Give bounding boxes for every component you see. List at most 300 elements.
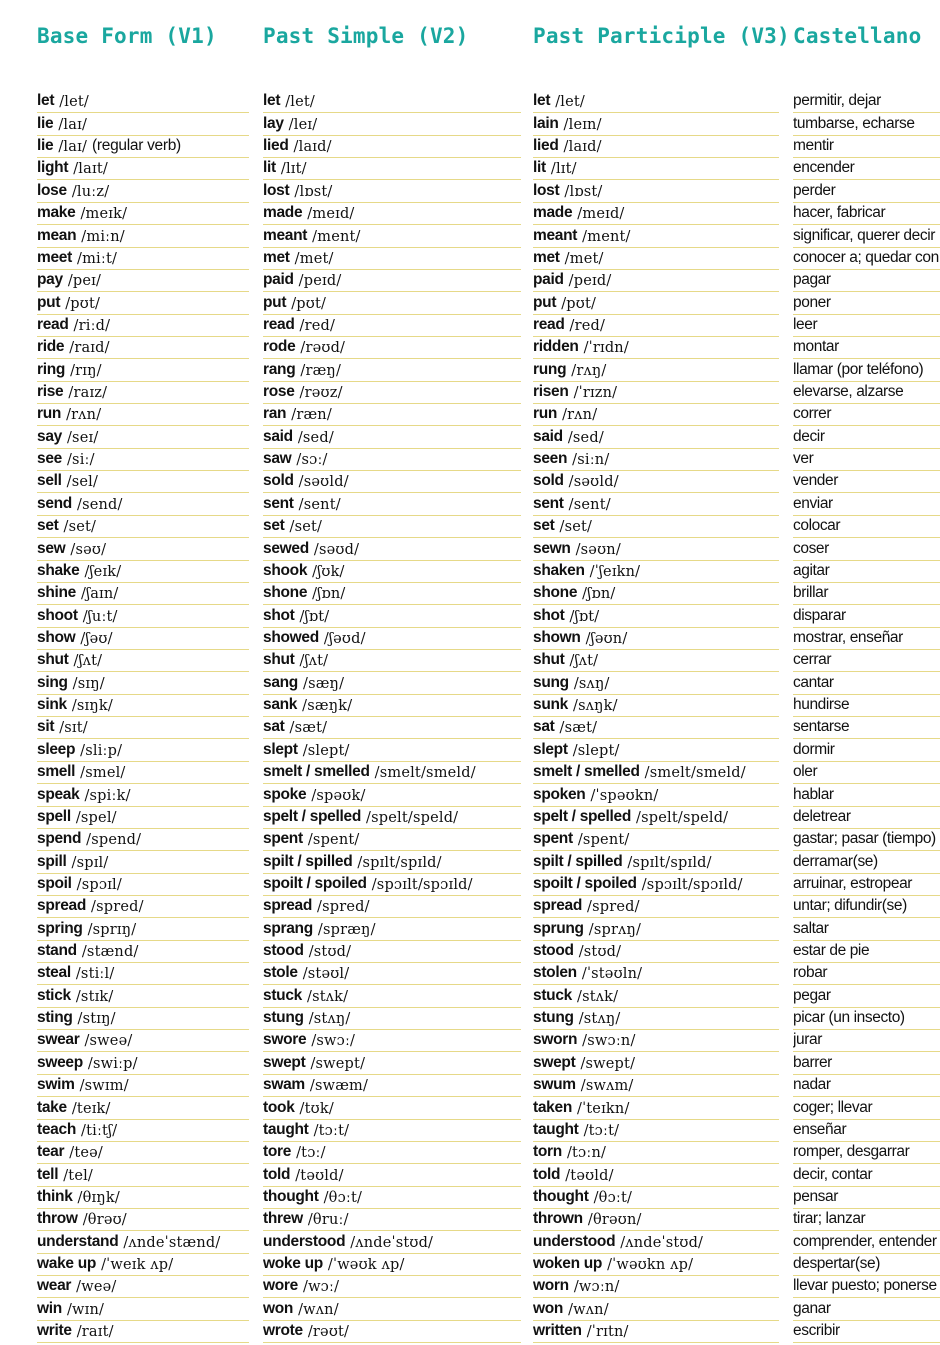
translation-cell — [793, 270, 940, 292]
verb-cell-v2 — [263, 426, 521, 448]
verb-form: lie — [37, 114, 54, 132]
verb-cell-v2 — [263, 315, 521, 337]
phonetic-transcription: /swæm/ — [309, 1078, 369, 1095]
verb-cell-v3 — [533, 1052, 779, 1074]
spanish-translation: dormir — [793, 740, 835, 758]
verb-cell-v3 — [533, 493, 779, 515]
verb-cell-v1 — [37, 158, 249, 180]
phonetic-transcription: /ment/ — [582, 228, 631, 245]
verb-cell-v2 — [263, 359, 521, 381]
verb-cell-v3 — [533, 1209, 779, 1231]
verb-form: taught — [263, 1120, 309, 1138]
verb-cell-v1 — [37, 1097, 249, 1119]
verb-cell-v2 — [263, 695, 521, 717]
verb-cell-v1 — [37, 1254, 249, 1276]
phonetic-transcription: /leɪn/ — [563, 116, 602, 133]
verb-form: met — [533, 248, 560, 266]
translation-cell — [793, 337, 940, 359]
phonetic-transcription: /sɪŋk/ — [71, 698, 114, 715]
verb-form: read — [37, 315, 69, 333]
verb-cell-v3 — [533, 91, 779, 113]
verb-form: spent — [533, 830, 573, 848]
verb-form: made — [533, 204, 573, 222]
phonetic-transcription: /weə/ — [76, 1279, 117, 1296]
phonetic-transcription: /laɪd/ — [293, 139, 332, 156]
phonetic-transcription: /swept/ — [310, 1055, 366, 1072]
phonetic-transcription: /tɔːn/ — [566, 1145, 607, 1162]
verb-form: put — [533, 293, 557, 311]
verb-form: mean — [37, 226, 77, 244]
verb-cell-v1 — [37, 628, 249, 650]
phonetic-transcription: /tiːtʃ/ — [81, 1122, 118, 1139]
verb-cell-v3 — [533, 672, 779, 694]
verb-cell-v3 — [533, 1142, 779, 1164]
phonetic-transcription: /slept/ — [572, 742, 620, 759]
verb-cell-v1 — [37, 874, 249, 896]
verb-cell-v2 — [263, 784, 521, 806]
verb-cell-v3 — [533, 225, 779, 247]
spanish-translation: vender — [793, 472, 838, 490]
translation-cell — [793, 248, 940, 270]
verb-cell-v2 — [263, 717, 521, 739]
phonetic-transcription: /spiːk/ — [84, 787, 131, 804]
verb-cell-v2 — [263, 248, 521, 270]
verb-cell-v2 — [263, 136, 521, 158]
phonetic-transcription: /miːt/ — [76, 250, 118, 267]
phonetic-transcription: /sɪt/ — [59, 720, 88, 737]
verb-cell-v2 — [263, 650, 521, 672]
phonetic-transcription: /sel/ — [66, 474, 99, 491]
verb-form: sprang — [263, 919, 313, 937]
phonetic-transcription: /pʊt/ — [291, 295, 327, 312]
verb-cell-v2 — [263, 225, 521, 247]
phonetic-transcription: /spəʊk/ — [311, 787, 366, 804]
phonetic-transcription: /siːn/ — [572, 452, 610, 469]
phonetic-transcription: /ʃɒn/ — [582, 586, 616, 603]
verb-form: saw — [263, 450, 292, 468]
verb-cell-v1 — [37, 739, 249, 761]
verb-form: stand — [37, 942, 77, 960]
verb-cell-v1 — [37, 896, 249, 918]
verb-cell-v3 — [533, 918, 779, 940]
phonetic-transcription: /sæŋ/ — [302, 675, 345, 692]
verb-form: won — [533, 1299, 564, 1317]
spanish-translation: encender — [793, 159, 855, 177]
phonetic-transcription: /sʌŋk/ — [572, 698, 618, 715]
translation-cell — [793, 1142, 940, 1164]
verb-form: worn — [533, 1277, 569, 1295]
phonetic-transcription: /rʌn/ — [66, 407, 102, 424]
verb-form: meet — [37, 248, 72, 266]
translation-cell — [793, 784, 940, 806]
verb-cell-v1 — [37, 672, 249, 694]
verb-cell-v1 — [37, 583, 249, 605]
phonetic-transcription: /ʃɒt/ — [299, 608, 330, 625]
verb-cell-v1 — [37, 270, 249, 292]
verb-cell-v1 — [37, 605, 249, 627]
phonetic-transcription: /spelt/speld/ — [636, 809, 729, 826]
verb-cell-v3 — [533, 963, 779, 985]
verb-form: lie — [37, 137, 54, 155]
spanish-translation: arruinar, estropear — [793, 874, 913, 892]
verb-form: smelt / smelled — [263, 763, 370, 781]
verb-cell-v1 — [37, 650, 249, 672]
spanish-translation: sentarse — [793, 718, 850, 736]
verb-form: shaken — [533, 561, 585, 579]
phonetic-transcription: /ˈrɪdn/ — [583, 340, 629, 357]
phonetic-transcription: /ˈrɪtn/ — [586, 1324, 629, 1341]
verb-cell-v1 — [37, 516, 249, 538]
spanish-translation: enviar — [793, 494, 833, 512]
verb-form: let — [37, 92, 55, 110]
verb-cell-v2 — [263, 493, 521, 515]
phonetic-transcription: /raɪd/ — [69, 340, 110, 357]
verb-form: sang — [263, 673, 298, 691]
phonetic-transcription: /swʌm/ — [580, 1078, 634, 1095]
translation-cell — [793, 516, 940, 538]
translation-cell — [793, 628, 940, 650]
verb-cell-v2 — [263, 1008, 521, 1030]
verb-form: sent — [533, 494, 564, 512]
phonetic-transcription: /rʌn/ — [562, 407, 598, 424]
verb-cell-v2 — [263, 1120, 521, 1142]
spanish-translation: decir — [793, 427, 825, 445]
translation-cell — [793, 1231, 940, 1253]
spanish-translation: decir, contar — [793, 1165, 873, 1183]
verb-cell-v2 — [263, 1030, 521, 1052]
verb-form: spell — [37, 807, 71, 825]
verb-form: spelt / spelled — [533, 807, 632, 825]
spanish-translation: jurar — [793, 1031, 823, 1049]
verb-cell-v2 — [263, 874, 521, 896]
verb-cell-v3 — [533, 449, 779, 471]
translation-cell — [793, 985, 940, 1007]
verb-cell-v2 — [263, 382, 521, 404]
verb-form: stung — [263, 1009, 304, 1027]
verb-form: wore — [263, 1277, 298, 1295]
phonetic-transcription: /ʃəʊ/ — [80, 630, 113, 647]
verb-form: spoken — [533, 785, 586, 803]
verb-form: shoot — [37, 606, 78, 624]
verb-cell-v2 — [263, 1231, 521, 1253]
phonetic-transcription: /rɪŋ/ — [70, 362, 102, 379]
verb-form: threw — [263, 1210, 303, 1228]
verb-form: put — [37, 293, 61, 311]
phonetic-transcription: /spɔɪlt/spɔɪld/ — [641, 876, 743, 893]
verb-form: told — [533, 1165, 561, 1183]
translation-cell — [793, 807, 940, 829]
verb-form: spill — [37, 852, 67, 870]
phonetic-transcription: /stɪŋ/ — [77, 1011, 116, 1028]
phonetic-transcription: /sæt/ — [289, 720, 328, 737]
verb-cell-v2 — [263, 1097, 521, 1119]
verb-form: lied — [263, 137, 289, 155]
phonetic-transcription: /stʊd/ — [578, 944, 622, 961]
verb-form: sing — [37, 673, 68, 691]
translation-cell — [793, 896, 940, 918]
verb-cell-v1 — [37, 203, 249, 225]
phonetic-transcription: /θruː/ — [307, 1212, 349, 1229]
phonetic-transcription: /stʌŋ/ — [578, 1011, 621, 1028]
verb-cell-v1 — [37, 1276, 249, 1298]
phonetic-transcription: /spred/ — [587, 899, 640, 916]
phonetic-transcription: /təʊld/ — [295, 1167, 344, 1184]
verb-form: stole — [263, 964, 298, 982]
phonetic-transcription: /rʌŋ/ — [571, 362, 607, 379]
phonetic-transcription: /spelt/speld/ — [366, 809, 459, 826]
verb-form: risen — [533, 383, 569, 401]
verb-cell-v3 — [533, 426, 779, 448]
phonetic-transcription: /ment/ — [312, 228, 361, 245]
verb-cell-v1 — [37, 292, 249, 314]
verb-cell-v2 — [263, 1142, 521, 1164]
phonetic-transcription: /let/ — [285, 94, 316, 111]
verb-form: spent — [263, 830, 303, 848]
verb-cell-v3 — [533, 1120, 779, 1142]
phonetic-transcription: /red/ — [569, 317, 606, 334]
translation-cell — [793, 762, 940, 784]
spanish-translation: despertar(se) — [793, 1255, 880, 1273]
verb-cell-v1 — [37, 248, 249, 270]
verb-form: sung — [533, 673, 569, 691]
phonetic-transcription: /tɔː/ — [296, 1145, 326, 1162]
verb-cell-v2 — [263, 538, 521, 560]
spanish-translation: correr — [793, 405, 832, 423]
verb-form: spoilt / spoiled — [263, 874, 367, 892]
spanish-translation: pensar — [793, 1187, 838, 1205]
verb-form: ran — [263, 405, 287, 423]
translation-cell — [793, 538, 940, 560]
verb-form: stick — [37, 986, 71, 1004]
phonetic-transcription: /səʊld/ — [568, 474, 619, 491]
verb-form: sold — [533, 472, 564, 490]
verb-cell-v2 — [263, 404, 521, 426]
phonetic-transcription: /stəʊl/ — [302, 966, 350, 983]
translation-cell — [793, 1052, 940, 1074]
phonetic-transcription: /sʌŋ/ — [573, 675, 610, 692]
spanish-translation: elevarse, alzarse — [793, 383, 904, 401]
verb-form: teach — [37, 1120, 76, 1138]
phonetic-transcription: /siː/ — [66, 452, 95, 469]
verb-form: understand — [37, 1232, 119, 1250]
phonetic-transcription: /ʃʊk/ — [312, 563, 345, 580]
verb-cell-v2 — [263, 337, 521, 359]
verb-form: swore — [263, 1031, 307, 1049]
phonetic-transcription: /ʃʌt/ — [73, 653, 103, 670]
phonetic-transcription: /leɪ/ — [288, 116, 318, 133]
spanish-translation: cerrar — [793, 651, 832, 669]
translation-cell — [793, 203, 940, 225]
spanish-translation: barrer — [793, 1053, 832, 1071]
verb-form: stood — [533, 942, 574, 960]
spanish-translation: tirar; lanzar — [793, 1210, 866, 1228]
translation-cell — [793, 449, 940, 471]
verb-form: understood — [533, 1232, 616, 1250]
verb-cell-v3 — [533, 516, 779, 538]
phonetic-transcription: /meɪd/ — [577, 206, 625, 223]
phonetic-transcription: /peɪd/ — [298, 273, 342, 290]
phonetic-transcription: /sed/ — [567, 429, 604, 446]
verb-form: lit — [533, 159, 546, 177]
spanish-translation: pegar — [793, 986, 831, 1004]
translation-cell — [793, 1254, 940, 1276]
translation-cell — [793, 1075, 940, 1097]
phonetic-transcription: /sweə/ — [84, 1033, 133, 1050]
spanish-translation: conocer a; quedar con — [793, 248, 939, 266]
verb-cell-v3 — [533, 382, 779, 404]
spanish-translation: cantar — [793, 673, 834, 691]
verb-cell-v3 — [533, 1075, 779, 1097]
phonetic-transcription: /ˈwəʊk ʌp/ — [327, 1257, 405, 1274]
translation-cell — [793, 1209, 940, 1231]
verb-cell-v1 — [37, 1052, 249, 1074]
phonetic-transcription: /spɔɪl/ — [76, 876, 122, 893]
spanish-translation: agitar — [793, 561, 830, 579]
spanish-translation: tumbarse, echarse — [793, 114, 915, 132]
verb-form: stuck — [533, 986, 572, 1004]
verb-cell-v2 — [263, 1209, 521, 1231]
verb-form: steal — [37, 964, 71, 982]
spanish-translation: derramar(se) — [793, 852, 878, 870]
spanish-translation: oler — [793, 763, 818, 781]
verb-form: torn — [533, 1143, 562, 1161]
verb-form: swum — [533, 1076, 576, 1094]
spanish-translation: deletrear — [793, 807, 851, 825]
translation-cell — [793, 1030, 940, 1052]
phonetic-transcription: /pʊt/ — [65, 295, 101, 312]
verb-cell-v1 — [37, 1187, 249, 1209]
verb-cell-v3 — [533, 874, 779, 896]
phonetic-transcription: /stænd/ — [81, 944, 139, 961]
verb-form: shot — [533, 606, 565, 624]
verb-cell-v3 — [533, 896, 779, 918]
phonetic-transcription: /ʌndeˈstænd/ — [123, 1234, 221, 1251]
verb-form: taken — [533, 1098, 572, 1116]
verb-form: sworn — [533, 1031, 578, 1049]
phonetic-transcription: /raɪt/ — [76, 1324, 114, 1341]
translation-cell — [793, 605, 940, 627]
verb-cell-v3 — [533, 985, 779, 1007]
verb-cell-v3 — [533, 203, 779, 225]
verb-form: win — [37, 1299, 62, 1317]
verb-form: put — [263, 293, 287, 311]
verb-cell-v3 — [533, 829, 779, 851]
phonetic-transcription: /stɪk/ — [75, 988, 114, 1005]
phonetic-transcription: /smelt/smeld/ — [374, 765, 476, 782]
verb-form: sprung — [533, 919, 584, 937]
phonetic-transcription: /spɪlt/spɪld/ — [357, 854, 442, 871]
translation-cell — [793, 382, 940, 404]
verb-form: set — [37, 517, 59, 535]
phonetic-transcription: /spɪlt/spɪld/ — [627, 854, 712, 871]
spanish-translation: enseñar — [793, 1120, 847, 1138]
phonetic-transcription: /swɪm/ — [79, 1078, 129, 1095]
spanish-translation: significar, querer decir — [793, 226, 936, 244]
phonetic-transcription: /swept/ — [580, 1055, 636, 1072]
spanish-translation: hablar — [793, 785, 834, 803]
verb-cell-v2 — [263, 1254, 521, 1276]
phonetic-transcription: /stʌŋ/ — [308, 1011, 351, 1028]
verb-form: thought — [533, 1187, 589, 1205]
phonetic-transcription: /spred/ — [317, 899, 370, 916]
translation-cell — [793, 1276, 940, 1298]
verb-cell-v2 — [263, 91, 521, 113]
verb-cell-v3 — [533, 784, 779, 806]
phonetic-transcription: /səʊld/ — [298, 474, 349, 491]
verb-cell-v3 — [533, 1187, 779, 1209]
phonetic-transcription: /spent/ — [307, 832, 360, 849]
verb-form: sank — [263, 696, 298, 714]
verb-form: spelt / spelled — [263, 807, 362, 825]
verb-cell-v3 — [533, 359, 779, 381]
phonetic-transcription: /lɪt/ — [550, 161, 577, 178]
phonetic-transcription: /stʌk/ — [577, 988, 619, 1005]
column-base-form — [37, 91, 249, 1343]
phonetic-transcription: /peɪ/ — [67, 273, 102, 290]
verb-cell-v1 — [37, 1142, 249, 1164]
spanish-translation: disparar — [793, 606, 846, 624]
verb-cell-v3 — [533, 315, 779, 337]
header-past-simple: Past Simple (V2) — [263, 24, 469, 48]
verb-cell-v1 — [37, 1231, 249, 1253]
column-castellano — [793, 91, 940, 1343]
phonetic-transcription: /set/ — [63, 519, 97, 536]
spanish-translation: permitir, dejar — [793, 92, 881, 110]
phonetic-transcription: /təʊld/ — [565, 1167, 614, 1184]
phonetic-transcription: /lɒst/ — [564, 183, 603, 200]
spanish-translation: hacer, fabricar — [793, 204, 886, 222]
verb-form: understood — [263, 1232, 346, 1250]
translation-cell — [793, 561, 940, 583]
header-past-participle: Past Participle (V3) — [533, 24, 790, 48]
verb-form: send — [37, 494, 72, 512]
verb-cell-v3 — [533, 941, 779, 963]
verb-form: write — [37, 1322, 72, 1340]
verb-cell-v3 — [533, 1164, 779, 1186]
phonetic-transcription: /swɔːn/ — [582, 1033, 636, 1050]
phonetic-transcription: /θɔːt/ — [323, 1189, 363, 1206]
phonetic-transcription: /teɪk/ — [71, 1100, 111, 1117]
phonetic-transcription: /spel/ — [75, 809, 117, 826]
verb-cell-v3 — [533, 583, 779, 605]
verb-form: sit — [37, 718, 55, 736]
phonetic-transcription: /spɪl/ — [71, 854, 109, 871]
verb-form: ring — [37, 360, 66, 378]
phonetic-transcription: /sɔː/ — [296, 452, 328, 469]
verb-cell-v1 — [37, 493, 249, 515]
verb-form: sewn — [533, 539, 571, 557]
verb-cell-v3 — [533, 404, 779, 426]
spanish-translation: untar; difundir(se) — [793, 897, 907, 915]
verb-form: spread — [533, 897, 583, 915]
phonetic-transcription: /met/ — [564, 250, 604, 267]
phonetic-transcription: /teə/ — [69, 1145, 103, 1162]
phonetic-transcription: /swiːp/ — [87, 1055, 138, 1072]
verb-cell-v1 — [37, 941, 249, 963]
spanish-translation: saltar — [793, 919, 829, 937]
phonetic-transcription: /ʃɒn/ — [312, 586, 346, 603]
translation-cell — [793, 650, 940, 672]
spanish-translation: picar (un insecto) — [793, 1009, 905, 1027]
verb-cell-v3 — [533, 851, 779, 873]
verb-cell-v1 — [37, 180, 249, 202]
verb-cell-v2 — [263, 270, 521, 292]
translation-cell — [793, 1008, 940, 1030]
phonetic-transcription: /rəʊt/ — [307, 1324, 350, 1341]
phonetic-transcription: /ʌndeˈstʊd/ — [620, 1234, 704, 1251]
phonetic-transcription: /ˈspəʊkn/ — [590, 787, 659, 804]
header-base-form: Base Form (V1) — [37, 24, 217, 48]
